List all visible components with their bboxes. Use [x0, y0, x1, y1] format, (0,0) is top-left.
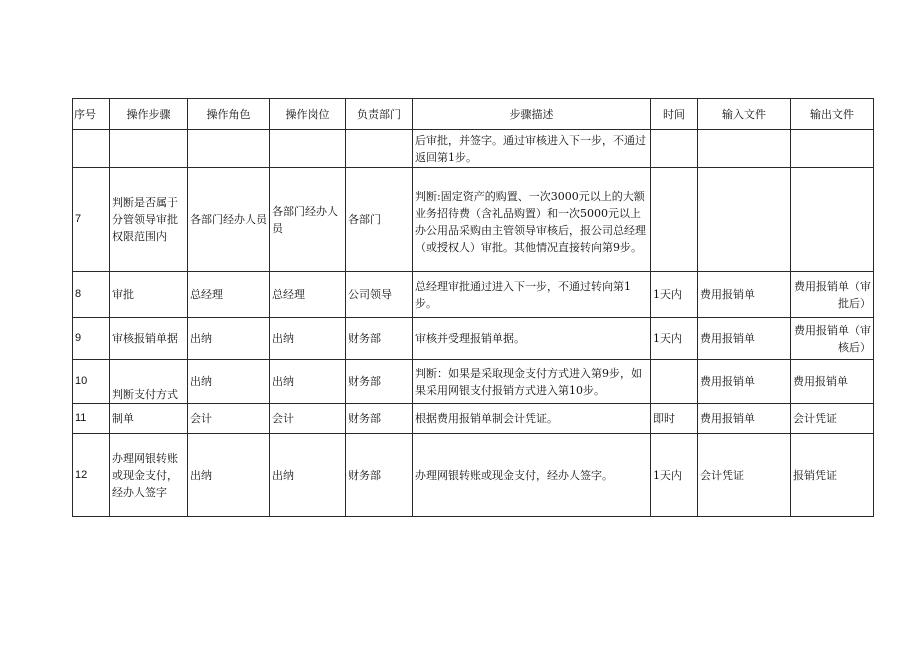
cell-desc: 总经理审批通过进入下一步，不通过转向第1步。	[413, 272, 651, 318]
cell-no: 10	[73, 360, 110, 404]
cell-step	[110, 130, 188, 168]
cell-time	[651, 130, 698, 168]
header-desc: 步骤描述	[413, 99, 651, 130]
cell-step: 判断支付方式	[110, 360, 188, 404]
cell-output: 会计凭证	[791, 404, 874, 434]
cell-post	[270, 130, 346, 168]
cell-output: 费用报销单	[791, 360, 874, 404]
cell-step: 判断是否属于分管领导审批权限范围内	[110, 168, 188, 272]
cell-no: 9	[73, 318, 110, 360]
cell-no: 11	[73, 404, 110, 434]
cell-role: 各部门经办人员	[188, 168, 270, 272]
table-row	[73, 318, 874, 360]
table-row	[73, 404, 874, 434]
cell-desc: 审核并受理报销单据。	[413, 318, 651, 360]
cell-post: 总经理	[270, 272, 346, 318]
cell-dept: 各部门	[346, 168, 413, 272]
cell-step: 审批	[110, 272, 188, 318]
cell-role: 会计	[188, 404, 270, 434]
cell-output	[791, 130, 874, 168]
header-no: 序号	[73, 99, 110, 130]
cell-input: 费用报销单	[698, 404, 791, 434]
cell-time: 1天内	[651, 318, 698, 360]
cell-time	[651, 360, 698, 404]
cell-dept: 财务部	[346, 434, 413, 517]
cell-input: 费用报销单	[698, 318, 791, 360]
header-time: 时间	[651, 99, 698, 130]
cell-output: 费用报销单（审批后）	[791, 272, 874, 318]
cell-input: 会计凭证	[698, 434, 791, 517]
cell-desc: 判断：如果是采取现金支付方式进入第9步，如果采用网银支付报销方式进入第10步。	[413, 360, 651, 404]
cell-output: 费用报销单（审核后）	[791, 318, 874, 360]
cell-desc: 根据费用报销单制会计凭证。	[413, 404, 651, 434]
cell-dept: 财务部	[346, 404, 413, 434]
table-row	[73, 130, 874, 168]
cell-step: 审核报销单据	[110, 318, 188, 360]
cell-desc: 办理网银转账或现金支付，经办人签字。	[413, 434, 651, 517]
cell-dept	[346, 130, 413, 168]
cell-no	[73, 130, 110, 168]
cell-time: 1天内	[651, 272, 698, 318]
table-row	[73, 168, 874, 272]
cell-input: 费用报销单	[698, 272, 791, 318]
header-input: 输入文件	[698, 99, 791, 130]
table-row	[73, 360, 874, 404]
table-row	[73, 272, 874, 318]
cell-input	[698, 168, 791, 272]
cell-input	[698, 130, 791, 168]
header-output: 输出文件	[791, 99, 874, 130]
process-table	[72, 98, 874, 517]
cell-post: 出纳	[270, 434, 346, 517]
cell-dept: 公司领导	[346, 272, 413, 318]
cell-dept: 财务部	[346, 360, 413, 404]
header-step: 操作步骤	[110, 99, 188, 130]
cell-role: 出纳	[188, 318, 270, 360]
cell-role: 总经理	[188, 272, 270, 318]
cell-role	[188, 130, 270, 168]
cell-no: 12	[73, 434, 110, 517]
cell-desc: 后审批，并签字。通过审核进入下一步，不通过返回第1步。	[413, 130, 651, 168]
cell-role: 出纳	[188, 434, 270, 517]
cell-time: 即时	[651, 404, 698, 434]
cell-output: 报销凭证	[791, 434, 874, 517]
cell-input: 费用报销单	[698, 360, 791, 404]
table-row	[73, 434, 874, 517]
header-post: 操作岗位	[270, 99, 346, 130]
cell-desc: 判断:固定资产的购置、一次3000元以上的大额业务招待费（含礼品购置）和一次5000元以上办公用品采购由主管领导审核后，报公司总经理（或授权人）审批。其他情况直接转向第9步。	[413, 168, 651, 272]
cell-no: 8	[73, 272, 110, 318]
header-role: 操作角色	[188, 99, 270, 130]
cell-post: 出纳	[270, 360, 346, 404]
cell-step: 制单	[110, 404, 188, 434]
cell-no: 7	[73, 168, 110, 272]
cell-time	[651, 168, 698, 272]
cell-output	[791, 168, 874, 272]
table-header-row	[73, 99, 874, 130]
cell-role: 出纳	[188, 360, 270, 404]
cell-post: 会计	[270, 404, 346, 434]
header-dept: 负责部门	[346, 99, 413, 130]
cell-step: 办理网银转账或现金支付，经办人签字	[110, 434, 188, 517]
cell-time: 1天内	[651, 434, 698, 517]
cell-dept: 财务部	[346, 318, 413, 360]
cell-post: 出纳	[270, 318, 346, 360]
cell-post: 各部门经办人员	[270, 168, 346, 272]
